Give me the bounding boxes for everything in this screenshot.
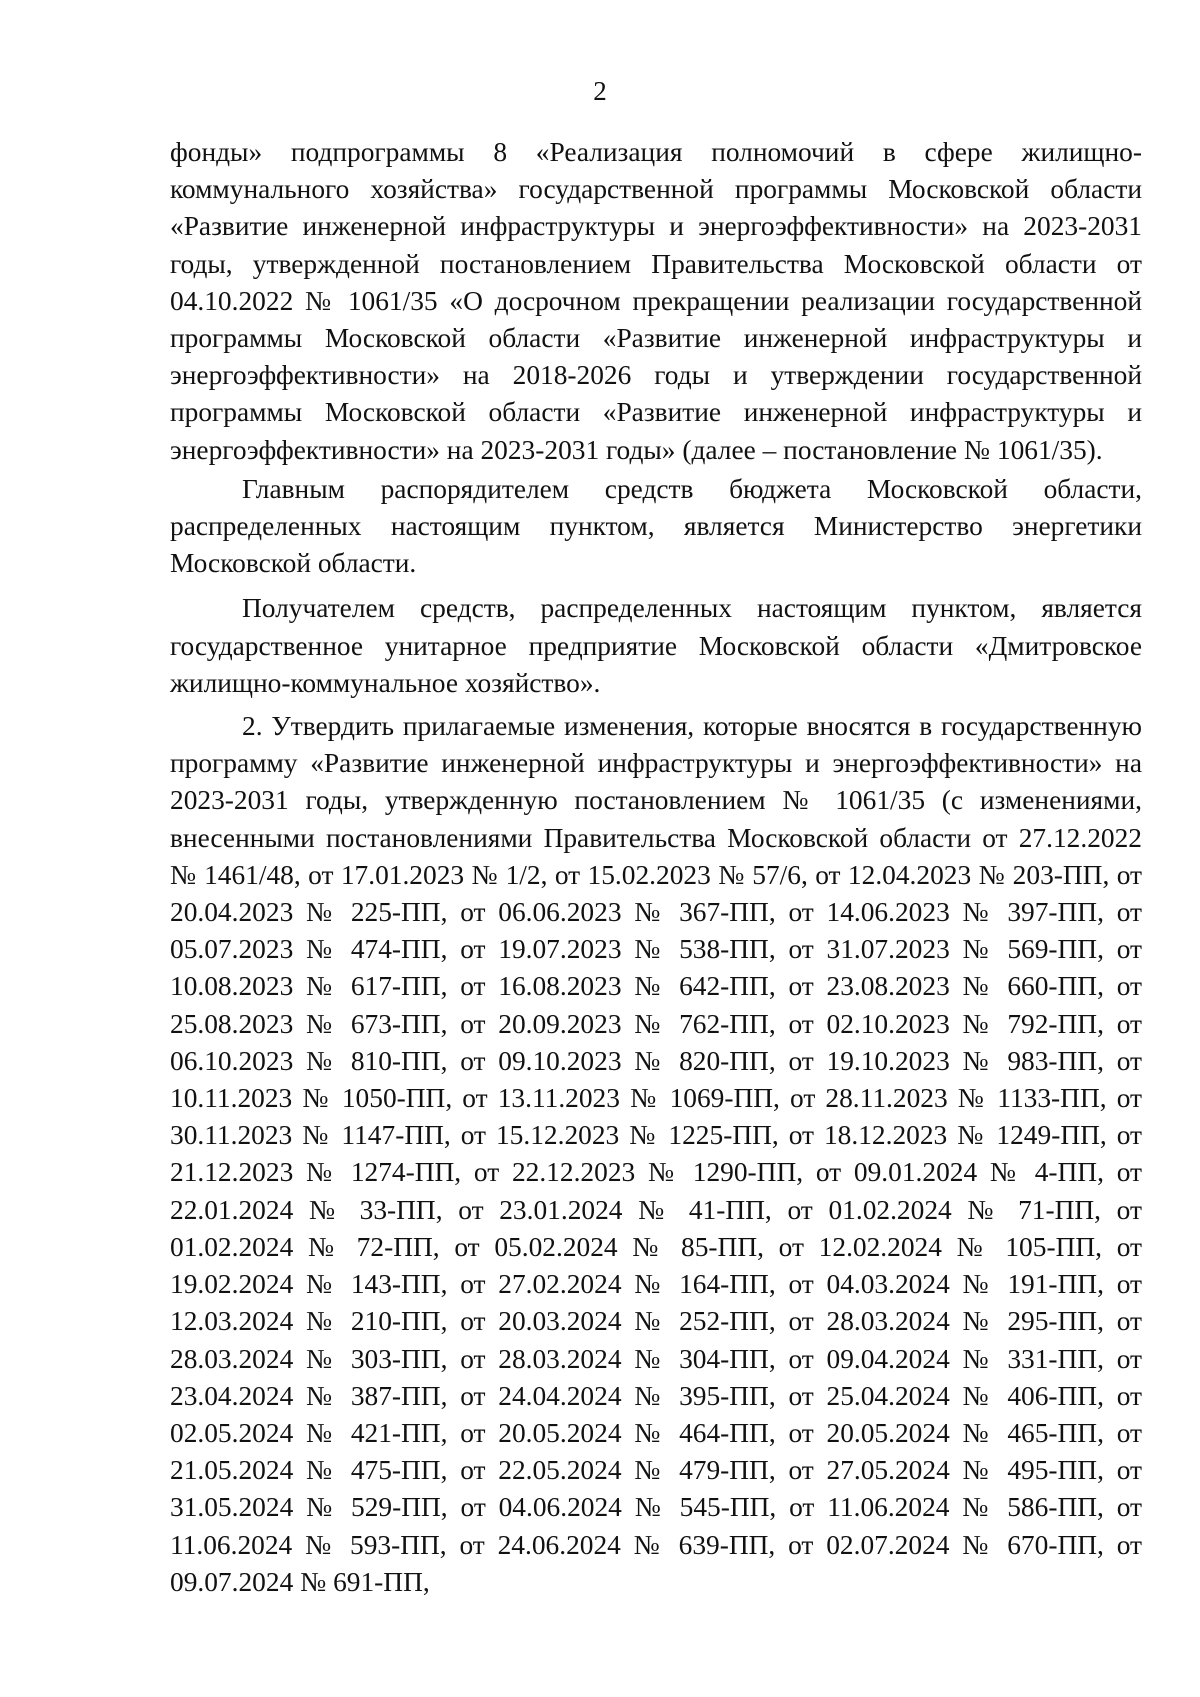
page-number: 2 [593, 76, 607, 106]
paragraph-continuation: фонды» подпрограммы 8 «Реализация полномочий в сфере жилищно-коммунального хозяйства» государственной программы Московской области «Развитие инженерной инфраструктуры и энергоэффективности» на 2023-2031 годы, утвержденной постановлением Правительства Московской области от 04.10.2022 № 1061/35 «О досрочном прекращении реализации государственной программы Московской области «Развитие инженерной инфраструктуры и энергоэффективности» на 2018-2026 годы и утверждении государственной программы Московской области «Развитие инженерной инфраструктуры и энергоэффективности» на 2023-2031 годы» (далее – постановление № 1061/35). [170, 137, 1142, 465]
paragraph-chief-administrator: Главным распорядителем средств бюджета Московской области, распределенных настоящим пунктом, является Министерство энергетики Московской области. [170, 473, 1142, 579]
document-body [170, 134, 1142, 1603]
paragraph-recipient: Получателем средств, распределенных настоящим пунктом, является государственное унитарное предприятие Московской области «Дмитровское жилищно-коммунальное хозяйство». [170, 593, 1142, 698]
paragraph-item-2: 2. Утвердить прилагаемые изменения, которые вносятся в государственную программу «Развитие инженерной инфраструктуры и энергоэффективности» на 2023-2031 годы, утвержденную постановлением № 1061/35 (с изменениями, внесенными постановлениями Правительства Московской области от 27.12.2022 № 1461/48, от 17.01.2023 № 1/2, от 15.02.2023 № 57/6, от 12.04.2023 № 203-ПП, от 20.04.2023 № 225-ПП, от 06.06.2023 № 367-ПП, от 14.06.2023 № 397-ПП, от 05.07.2023 № 474-ПП, от 19.07.2023 № 538-ПП, от 31.07.2023 № 569-ПП, от 10.08.2023 № 617-ПП, от 16.08.2023 № 642-ПП, от 23.08.2023 № 660-ПП, от 25.08.2023 № 673-ПП, от 20.09.2023 № 762-ПП, от 02.10.2023 № 792-ПП, от 06.10.2023 № 810-ПП, от 09.10.2023 № 820-ПП, от 19.10.2023 № 983-ПП, от 10.11.2023 № 1050-ПП, от 13.11.2023 № 1069-ПП, от 28.11.2023 № 1133-ПП, от 30.11.2023 № 1147-ПП, от 15.12.2023 № 1225-ПП, от 18.12.2023 № 1249-ПП, от 21.12.2023 № 1274-ПП, от 22.12.2023 № 1290-ПП, от 09.01.2024 № 4-ПП, от 22.01.2024 № 33-ПП, от 23.01.2024 № 41-ПП, от 01.02.2024 № 71-ПП, от 01.02.2024 № 72-ПП, от 05.02.2024 № 85-ПП, от 12.02.2024 № 105-ПП, от 19.02.2024 № 143-ПП, от 27.02.2024 № 164-ПП, от 04.03.2024 № 191-ПП, от 12.03.2024 № 210-ПП, от 20.03.2024 № 252-ПП, от 28.03.2024 № 295-ПП, от 28.03.2024 № 303-ПП, от 28.03.2024 № 304-ПП, от 09.04.2024 № 331-ПП, от 23.04.2024 № 387-ПП, от 24.04.2024 № 395-ПП, от 25.04.2024 № 406-ПП, от 02.05.2024 № 421-ПП, от 20.05.2024 № 464-ПП, от 20.05.2024 № 465-ПП, от 21.05.2024 № 475-ПП, от 22.05.2024 № 479-ПП, от 27.05.2024 № 495-ПП, от 31.05.2024 № 529-ПП, от 04.06.2024 № 545-ПП, от 11.06.2024 № 586-ПП, от 11.06.2024 № 593-ПП, от 24.06.2024 № 639-ПП, от 02.07.2024 № 670-ПП, от 09.07.2024 № 691-ПП, [170, 711, 1142, 1597]
